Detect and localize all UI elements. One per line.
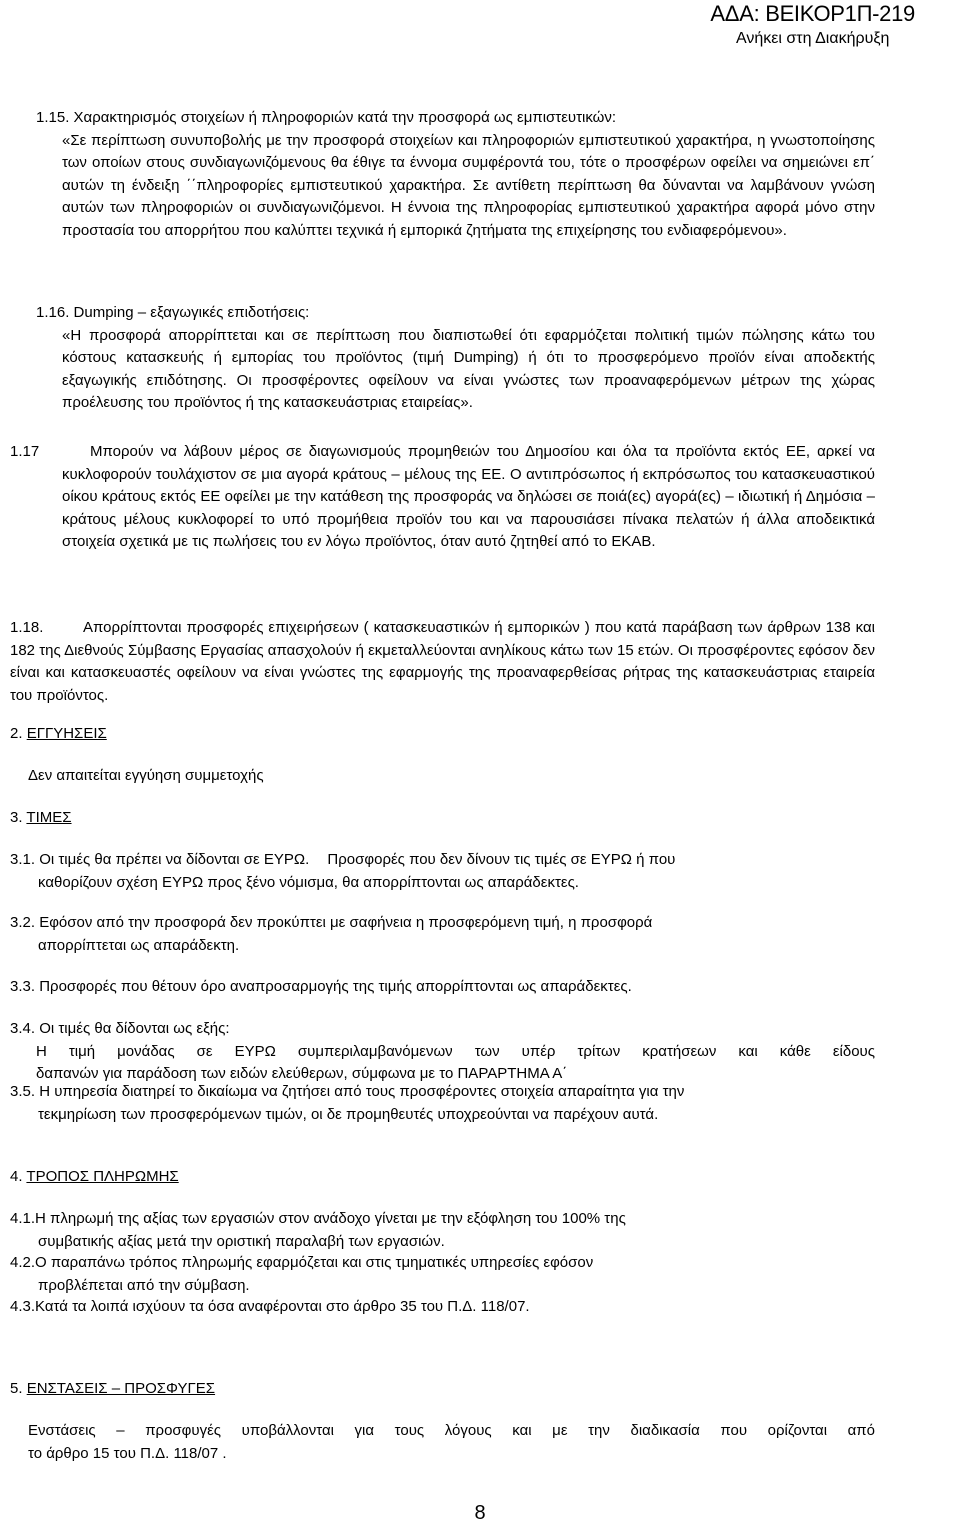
item-number: 3.5. <box>10 1083 36 1100</box>
item-text: Κατά τα λοιπά ισχύουν τα όσα αναφέρονται στο άρθρο 35 του Π.Δ. 118/07. <box>35 1298 530 1315</box>
item-number: 3.1. <box>10 851 36 868</box>
section-title: ΤΙΜΕΣ <box>26 809 72 826</box>
item-lead: Οι τιμές θα δίδονται ως εξής: <box>39 1020 230 1037</box>
item-text-continued: καθορίζουν σχέση ΕΥΡΩ προς ξένο νόμισμα, θα απορρίπτονται ως απαράδεκτες. <box>38 873 579 891</box>
item-lead: Οι τιμές θα πρέπει να δίδονται σε ΕΥΡΩ. <box>39 851 310 868</box>
item-text: Η τιμή μονάδας σε ΕΥΡΩ συμπεριλαμβανόμενων των υπέρ τρίτων κρατήσεων και κάθε είδους <box>36 1042 875 1060</box>
item-4-1 <box>10 1208 875 1253</box>
section-title: Dumping – εξαγωγικές επιδοτήσεις: <box>73 304 310 321</box>
item-number: 4.3. <box>10 1298 36 1315</box>
section-4-heading <box>10 1166 960 1189</box>
section-number: 4. <box>10 1168 23 1185</box>
item-3-1 <box>10 849 875 894</box>
item-text: Η πληρωμή της αξίας των εργασιών στον ανάδοχο γίνεται με την εξόφληση του 100% της <box>35 1210 626 1227</box>
section-number: 1.18. <box>10 619 44 636</box>
section-title: Χαρακτηρισμός στοιχείων ή πληροφοριών κατά την προσφορά ως εμπιστευτικών: <box>73 109 617 126</box>
item-number: 3.2. <box>10 914 36 931</box>
item-text-continued: απορρίπτεται ως απαράδεκτη. <box>38 936 240 954</box>
section-1-15-body: «Σε περίπτωση συνυποβολής με την προσφορά στοιχείων και πληροφοριών εμπιστευτικού χαρακτήρα, η γνωστοποίησης των οποίων στους συνδιαγωνιζόμενους θα έθιγε τα έννομα συμφέροντά του, τότε ο προσφέρων οφείλει να σημειώνει επ΄ αυτών τη ένδειξη ΄΄πληροφορίες εμπιστευτικού χαρακτήρα. Σε αντίθετη περίπτωση θα δύνανται να λαμβάνουν γνώση αυτών των πληροφοριών οι συνδιαγωνιζόμενοι. Η έννοια της πληροφορίας εμπιστευτικού χαρακτήρα αφορά μόνο στην προστασία του απορρήτου που καλύπτει τεχνικά ή εμπορικά ζητήματα της επιχείρησης του ενδιαφερόμενου». <box>62 131 875 239</box>
section-1-15 <box>36 107 875 242</box>
section-1-18 <box>10 617 875 707</box>
item-number: 4.1. <box>10 1210 36 1227</box>
item-3-3 <box>10 976 960 999</box>
item-4-3 <box>10 1296 960 1319</box>
ada-code: ΑΔΑ: ΒΕΙΚΟΡ1Π-219 <box>710 1 915 26</box>
item-3-4 <box>10 1018 875 1086</box>
item-text: Προσφορές που δεν δίνουν τις τιμές σε ΕΥΡΩ ή που <box>327 851 676 868</box>
item-text: Εφόσον από την προσφορά δεν προκύπτει με σαφήνεια η προσφερόμενη τιμή, η προσφορά <box>39 914 653 931</box>
section-5-heading <box>10 1378 960 1401</box>
item-text-continued: συμβατικής αξίας μετά την οριστική παραλαβή των εργασιών. <box>38 1232 445 1250</box>
section-5-text-continued: το άρθρο 15 του Π.Δ. 118/07 . <box>28 1444 227 1462</box>
item-3-2 <box>10 912 875 957</box>
item-text-continued: δαπανών για παράδοση των ειδών ελεύθερων, σύμφωνα με το ΠΑΡΑΡΤΗΜΑ Α΄ <box>36 1065 568 1082</box>
item-number: 3.3. <box>10 978 36 995</box>
section-5-body <box>28 1420 875 1465</box>
section-1-17-body: Μπορούν να λάβουν μέρος σε διαγωνισμούς προμηθειών του Δημοσίου και όλα τα προϊόντα εκτός ΕΕ, αρκεί να κυκλοφορούν τουλάχιστον σε μια αγορά κράτους – μέλους της ΕΕ. Ο αντιπρόσωπος ή εκπρόσωπος του κατασκευαστικού οίκου κράτους εκτός ΕΕ οφείλει με την κατάθεση της προσφοράς να δηλώσει σε ποιά(ες) αγορά(ες) – ιδιωτική ή Δημόσια – κράτους μέλους κυκλοφορεί το υπό προμήθεια προϊόν του και να παρουσιάσει πίνακα πελατών ή άλλα αποδεικτικά στοιχεία σχετικά με τις πωλήσεις του εν λόγω προϊόντος, όταν αυτό ζητηθεί από το ΕΚΑΒ. <box>62 443 875 550</box>
section-number: 3. <box>10 809 23 826</box>
section-number: 1.17 <box>10 443 40 460</box>
page-number: 8 <box>474 1502 486 1524</box>
section-title: ΕΝΣΤΑΣΕΙΣ – ΠΡΟΣΦΥΓΕΣ <box>26 1380 216 1397</box>
section-number: 1.15. <box>36 109 70 126</box>
section-1-16-heading <box>36 302 875 325</box>
section-3-heading <box>10 807 960 830</box>
section-number: 5. <box>10 1380 23 1397</box>
section-title: ΕΓΓΥΗΣΕΙΣ <box>26 725 107 742</box>
item-number: 3.4. <box>10 1020 36 1037</box>
item-text-continued: προβλέπεται από την σύμβαση. <box>38 1276 250 1294</box>
section-1-16 <box>36 302 875 415</box>
section-title: ΤΡΟΠΟΣ ΠΛΗΡΩΜΗΣ <box>26 1168 179 1185</box>
item-text: Η υπηρεσία διατηρεί το δικαίωμα να ζητήσει από τους προσφέροντες στοιχεία απαραίτητα για την <box>39 1083 685 1100</box>
item-text-continued: τεκμηρίωση των προσφερόμενων τιμών, οι δε προμηθευτές υποχρεούνται να παρέχουν αυτά. <box>38 1105 659 1123</box>
section-number: 2. <box>10 725 23 742</box>
section-1-18-body: Απορρίπτονται προσφορές επιχειρήσεων ( κατασκευαστικών ή εμπορικών ) που κατά παράβαση των άρθρων 138 και 182 της Διεθνούς Σύμβασης Εργασίας απασχολούν ή εκμεταλλεύονται ανηλίκους κάτω των 15 ετών. Οι προσφέροντες εφόσον δεν είναι και κατασκευαστές οφείλουν να είναι γνώστες της εφαρμογής της προαναφερθείσας ρήτρας της κατασκευάστριας εταιρεία του προϊόντος. <box>10 619 875 704</box>
section-5-text: Ενστάσεις – προσφυγές υποβάλλονται για τους λόγους και με την διαδικασία που ορίζονται από <box>28 1422 875 1439</box>
item-4-2 <box>10 1252 875 1297</box>
section-2 <box>10 723 960 746</box>
document-header <box>710 0 915 50</box>
section-1-15-heading <box>36 107 875 130</box>
item-number: 4.2. <box>10 1254 36 1271</box>
section-1-16-body: «Η προσφορά απορρίπτεται και σε περίπτωση που διαπιστωθεί ότι εφαρμόζεται πολιτική τιμών πώλησης κάτω του κόστους κατασκευής ή εμπορίας του προϊόντος (τιμή Dumping) ή ότι το προσφερόμενο προϊόν είναι αποδεκτής εξαγωγικής επιδότησης. Οι προσφέροντες οφείλουν να είναι γνώστες των προαναφερόμενων μέτρων της χώρας προέλευσης του προϊόντος ή της κατασκευάστριας εταιρείας». <box>62 326 875 411</box>
section-2-body: Δεν απαιτείται εγγύηση συμμετοχής <box>28 767 264 784</box>
item-text: Ο παραπάνω τρόπος πληρωμής εφαρμόζεται και στις τμηματικές υπηρεσίες εφόσον <box>35 1254 594 1271</box>
item-text: Προσφορές που θέτουν όρο αναπροσαρμογής της τιμής απορρίπτονται ως απαράδεκτες. <box>39 978 632 995</box>
section-1-17 <box>10 441 875 554</box>
section-2-heading <box>10 723 960 746</box>
section-number: 1.16. <box>36 304 70 321</box>
item-3-5 <box>10 1081 875 1126</box>
document-status: Ανήκει στη Διακήρυξη <box>736 30 890 47</box>
